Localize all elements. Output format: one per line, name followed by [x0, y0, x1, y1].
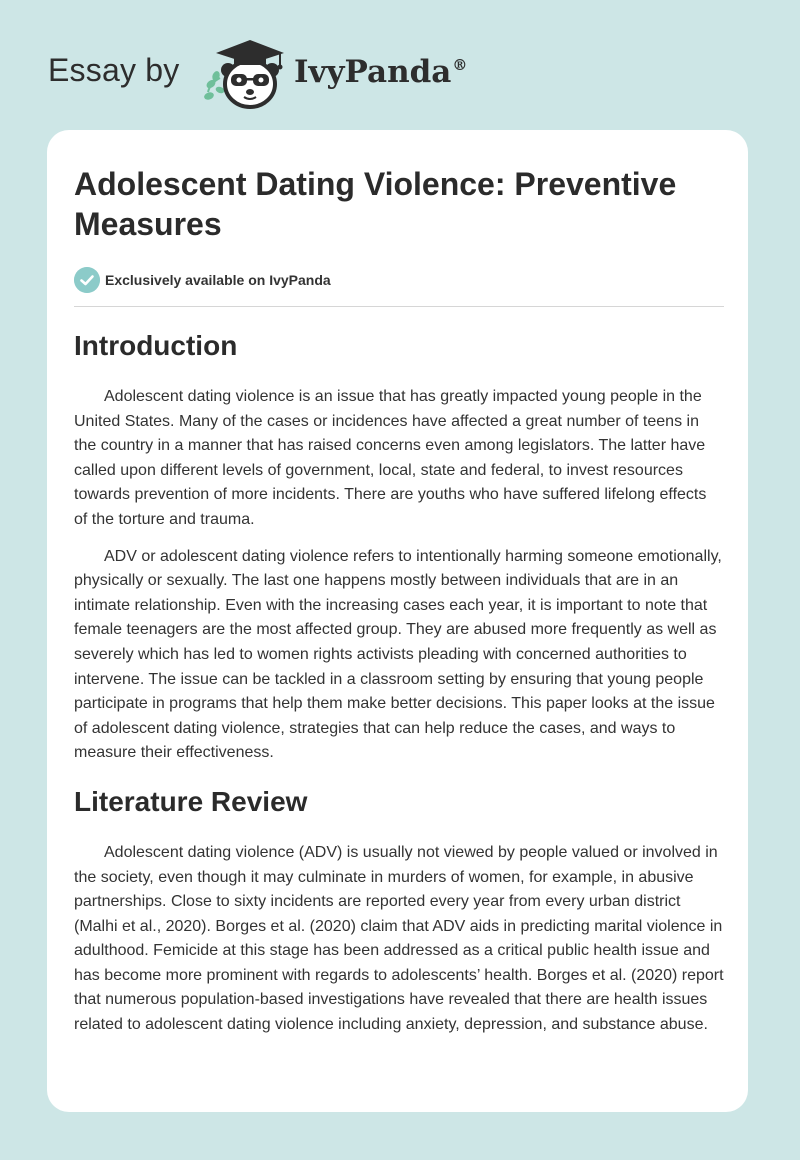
registered-mark: ®	[452, 56, 468, 74]
title-divider	[74, 306, 724, 307]
brand-name[interactable]	[294, 54, 467, 90]
section-heading-literature-review: Literature Review	[74, 785, 308, 817]
brand-name-text: IvyPanda	[294, 54, 452, 90]
article-card	[47, 130, 748, 1112]
section-introduction	[74, 329, 724, 766]
article-title: Adolescent Dating Violence: Preventive Measures	[74, 166, 677, 242]
check-circle-icon	[74, 267, 100, 293]
paragraph: Adolescent dating violence is an issue that has greatly impacted young people in the United States. Many of the cases or incidences have affected a great number of teens in the country in a manner that has raised concerns even among legislators. The latter have called upon different levels of government, local, state and federal, to invest resources towards prevention of more incidents. There are youths who have suffered lifelong effects of the torture and trauma.	[74, 388, 707, 528]
exclusive-badge-label: Exclusively available on IvyPanda	[105, 272, 331, 288]
site-header	[48, 34, 488, 110]
article-content	[74, 164, 724, 1038]
panda-graduate-icon[interactable]	[200, 34, 292, 110]
exclusive-badge	[74, 267, 724, 293]
paragraph: Adolescent dating violence (ADV) is usually not viewed by people valued or involved in the society, even though it may culminate in murders of women, for example, in abusive partnerships. Close to sixty incidents are reported every year from every urban district (Malhi et al., 2020). Borges et al. (2020) claim that ADV aids in predicting marital violence in adulthood. Femicide at this stage has been addressed as a critical public health issue and has become more prominent with regards to adolescents’ health. Borges et al. (2020) report that numerous population-based investigations have revealed that there are health issues related to adolescent dating violence including anxiety, depression, and substance abuse.	[74, 843, 724, 1034]
section-literature-review	[74, 785, 724, 1038]
section-heading-introduction: Introduction	[74, 330, 238, 361]
paragraph: ADV or adolescent dating violence refers to intentionally harming someone emotionally, physically or sexually. The last one happens mostly between individuals that are in an intimate relationship. Even with the increasing cases each year, it is important to note that female teenagers are the most affected group. They are abused more frequently as well as severely which has led to women rights activists pleading with concerned authorities to intervene. The issue can be tackled in a classroom setting by ensuring that young people participate in programs that help them make better decisions. This paper looks at the issue of adolescent dating violence, strategies that can help reduce the cases, and ways to measure their effectiveness.	[74, 547, 722, 762]
brand-prefix: Essay by	[48, 52, 180, 88]
